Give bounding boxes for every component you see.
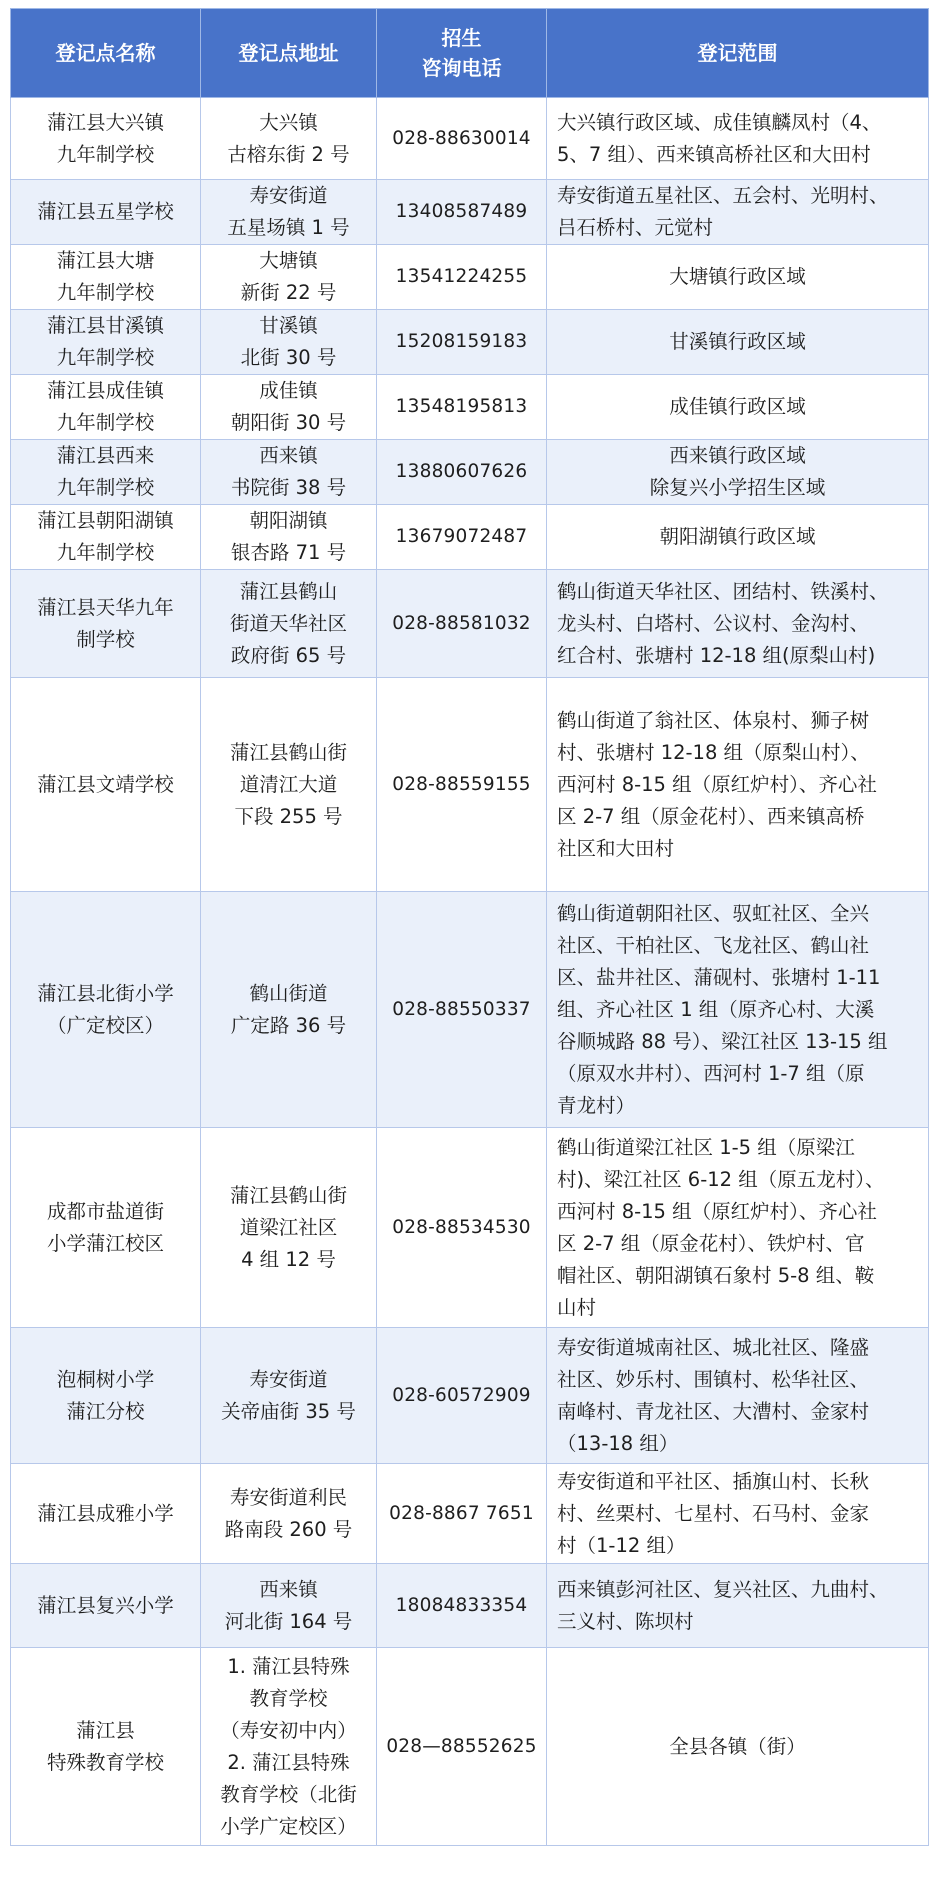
cell-range-line: 鹤山街道了翁社区、体泉村、狮子树 bbox=[557, 708, 870, 732]
cell-address bbox=[201, 98, 377, 180]
cell-phone bbox=[377, 678, 547, 892]
cell-range-line: 全县各镇（街） bbox=[669, 1734, 806, 1758]
cell-address-line: 书院街 38 号 bbox=[230, 476, 347, 499]
table-row bbox=[11, 892, 929, 1128]
cell-address-line: 甘溪镇 bbox=[259, 314, 318, 337]
cell-address-line: 大塘镇 bbox=[259, 249, 318, 272]
cell-range-line: 村、张塘村 12-18 组（原梨山村）、 bbox=[557, 740, 870, 764]
cell-address-line: 五星场镇 1 号 bbox=[227, 216, 350, 239]
cell-range-line: 寿安街道五星社区、五会村、光明村、 bbox=[557, 184, 889, 207]
cell-range bbox=[547, 1128, 929, 1328]
cell-address-line: 成佳镇 bbox=[259, 379, 318, 402]
cell-range-line: 除复兴小学招生区域 bbox=[649, 476, 826, 499]
cell-range-line: 大兴镇行政区域、成佳镇麟凤村（4、 bbox=[557, 110, 882, 134]
cell-range-line: 甘溪镇行政区域 bbox=[669, 330, 806, 353]
cell-name-line: 特殊教育学校 bbox=[46, 1750, 164, 1774]
cell-range bbox=[547, 678, 929, 892]
cell-name-line: 制学校 bbox=[76, 627, 135, 651]
cell-name-line: 蒲江县五星学校 bbox=[37, 200, 174, 223]
cell-range bbox=[547, 180, 929, 245]
cell-range-line: 社区、妙乐村、围镇村、松华社区、 bbox=[557, 1367, 870, 1391]
cell-range bbox=[547, 892, 929, 1128]
cell-phone bbox=[377, 1128, 547, 1328]
cell-name-line: 九年制学校 bbox=[56, 281, 155, 304]
cell-range bbox=[547, 1464, 929, 1564]
cell-range-line: 朝阳湖镇行政区域 bbox=[659, 525, 816, 548]
cell-range-line: 大塘镇行政区域 bbox=[669, 265, 806, 288]
cell-address-line: 小学广定校区） bbox=[220, 1814, 357, 1838]
cell-phone-text: 13408587489 bbox=[395, 201, 528, 222]
table-row bbox=[11, 1464, 929, 1564]
cell-name bbox=[11, 98, 201, 180]
cell-phone bbox=[377, 440, 547, 505]
cell-address-line: 下段 255 号 bbox=[234, 804, 343, 828]
cell-address-line: 广定路 36 号 bbox=[230, 1013, 347, 1037]
cell-name bbox=[11, 245, 201, 310]
cell-range bbox=[547, 505, 929, 570]
cell-phone-text: 028-88630014 bbox=[392, 127, 531, 149]
cell-name bbox=[11, 180, 201, 245]
cell-address bbox=[201, 310, 377, 375]
cell-address bbox=[201, 1564, 377, 1648]
cell-phone-text: 13880607626 bbox=[395, 461, 528, 482]
cell-range bbox=[547, 570, 929, 678]
cell-address-line: 银杏路 71 号 bbox=[230, 541, 347, 564]
cell-name-line: 蒲江县文靖学校 bbox=[37, 772, 174, 796]
table-row bbox=[11, 505, 929, 570]
cell-name bbox=[11, 1464, 201, 1564]
cell-name-line: 蒲江县成雅小学 bbox=[37, 1501, 174, 1525]
table-row bbox=[11, 678, 929, 892]
cell-range-line: 龙头村、白塔村、公议村、金沟村、 bbox=[557, 611, 870, 635]
cell-range-line: 村（1-12 组） bbox=[557, 1533, 686, 1557]
cell-address bbox=[201, 505, 377, 570]
cell-address bbox=[201, 375, 377, 440]
cell-address-line: 关帝庙街 35 号 bbox=[221, 1399, 356, 1423]
cell-address-line: 寿安街道 bbox=[249, 184, 328, 207]
cell-phone-text: 13541224255 bbox=[395, 266, 528, 287]
cell-range-line: 西来镇行政区域 bbox=[669, 444, 806, 467]
cell-name bbox=[11, 678, 201, 892]
cell-address-line: 寿安街道 bbox=[249, 1367, 328, 1391]
cell-address-line: 寿安街道利民 bbox=[229, 1485, 347, 1509]
cell-name-line: 蒲江县甘溪镇 bbox=[46, 314, 164, 337]
cell-range-line: 社区和大田村 bbox=[557, 836, 675, 860]
cell-name-line: 九年制学校 bbox=[56, 411, 155, 434]
cell-phone bbox=[377, 1564, 547, 1648]
cell-address-line: 教育学校 bbox=[249, 1686, 328, 1710]
cell-range bbox=[547, 98, 929, 180]
cell-phone bbox=[377, 505, 547, 570]
cell-range-line: 成佳镇行政区域 bbox=[669, 395, 806, 418]
cell-phone bbox=[377, 1328, 547, 1464]
cell-range-line: 山村 bbox=[557, 1295, 597, 1319]
cell-phone-text: 028-8867 7651 bbox=[389, 1502, 534, 1524]
cell-range-line: 组、齐心社区 1 组（原齐心村、大溪 bbox=[557, 997, 875, 1021]
cell-phone-text: 13679072487 bbox=[395, 526, 528, 547]
cell-range bbox=[547, 375, 929, 440]
cell-name bbox=[11, 440, 201, 505]
cell-phone bbox=[377, 98, 547, 180]
header-name: 登记点名称 bbox=[11, 9, 201, 98]
cell-name-line: （广定校区） bbox=[46, 1013, 164, 1037]
registration-table bbox=[10, 8, 929, 1846]
cell-address-line: 路南段 260 号 bbox=[224, 1517, 353, 1541]
cell-address bbox=[201, 570, 377, 678]
header-phone: 招生 咨询电话 bbox=[377, 9, 547, 98]
cell-address-line: 新街 22 号 bbox=[240, 281, 337, 304]
cell-name bbox=[11, 892, 201, 1128]
cell-range-line: 社区、干柏社区、飞龙社区、鹤山社 bbox=[557, 933, 870, 957]
cell-address-line: 1. 蒲江县特殊 bbox=[227, 1654, 350, 1678]
cell-phone-text: 15208159183 bbox=[395, 331, 528, 352]
cell-range-line: 西河村 8-15 组（原红炉村）、齐心社 bbox=[557, 772, 877, 796]
cell-phone-text: 028-88550337 bbox=[392, 998, 531, 1020]
table-row bbox=[11, 1564, 929, 1648]
cell-name-line: 蒲江县复兴小学 bbox=[37, 1593, 174, 1617]
cell-name-line: 九年制学校 bbox=[56, 541, 155, 564]
cell-phone-text: 028-88559155 bbox=[392, 773, 531, 795]
cell-range-line: 区 2-7 组（原金花村）、西来镇高桥 bbox=[557, 804, 865, 828]
cell-range-line: 区、盐井社区、蒲砚村、张塘村 1-11 bbox=[557, 965, 881, 989]
cell-phone bbox=[377, 375, 547, 440]
cell-address-line: （寿安初中内） bbox=[220, 1718, 357, 1742]
cell-address bbox=[201, 180, 377, 245]
cell-name-line: 九年制学校 bbox=[56, 476, 155, 499]
cell-name-line: 蒲江县大兴镇 bbox=[46, 110, 164, 134]
cell-address-line: 蒲江县鹤山 bbox=[239, 579, 338, 603]
cell-address bbox=[201, 892, 377, 1128]
cell-range bbox=[547, 1648, 929, 1846]
table-row bbox=[11, 180, 929, 245]
table-row bbox=[11, 1128, 929, 1328]
cell-name bbox=[11, 1564, 201, 1648]
cell-address-line: 道梁江社区 bbox=[239, 1215, 338, 1239]
cell-address-line: 街道天华社区 bbox=[229, 611, 347, 635]
cell-name-line: 蒲江县大塘 bbox=[56, 249, 155, 272]
table-row bbox=[11, 570, 929, 678]
cell-name bbox=[11, 310, 201, 375]
cell-range-line: 三义村、陈坝村 bbox=[557, 1609, 694, 1633]
cell-range-line: 西来镇彭河社区、复兴社区、九曲村、 bbox=[557, 1577, 889, 1601]
cell-phone bbox=[377, 570, 547, 678]
cell-range bbox=[547, 245, 929, 310]
cell-address bbox=[201, 440, 377, 505]
cell-name-line: 九年制学校 bbox=[56, 346, 155, 369]
cell-name-line: 泡桐树小学 bbox=[56, 1367, 155, 1391]
cell-name-line: 蒲江县朝阳湖镇 bbox=[37, 509, 174, 532]
cell-range-line: 村、丝栗村、七星村、石马村、金家 bbox=[557, 1501, 870, 1525]
cell-range bbox=[547, 1564, 929, 1648]
cell-address bbox=[201, 1128, 377, 1328]
table-row bbox=[11, 98, 929, 180]
cell-address-line: 西来镇 bbox=[259, 444, 318, 467]
cell-phone bbox=[377, 1464, 547, 1564]
cell-address-line: 教育学校（北街 bbox=[220, 1782, 357, 1806]
cell-name bbox=[11, 570, 201, 678]
cell-address-line: 北街 30 号 bbox=[240, 346, 337, 369]
cell-address bbox=[201, 678, 377, 892]
cell-range-line: 寿安街道城南社区、城北社区、隆盛 bbox=[557, 1335, 870, 1359]
cell-name bbox=[11, 1328, 201, 1464]
cell-name bbox=[11, 1648, 201, 1846]
cell-range-line: 鹤山街道梁江社区 1-5 组（原梁江 bbox=[557, 1135, 855, 1159]
cell-address-line: 鹤山街道 bbox=[249, 981, 328, 1005]
cell-range-line: 吕石桥村、元觉村 bbox=[557, 216, 714, 239]
cell-name-line: 蒲江县 bbox=[76, 1718, 135, 1742]
cell-range-line: 南峰村、青龙社区、大漕村、金家村 bbox=[557, 1399, 870, 1423]
cell-range-line: 寿安街道和平社区、插旗山村、长秋 bbox=[557, 1469, 870, 1493]
cell-name-line: 蒲江县西来 bbox=[56, 444, 155, 467]
table-row bbox=[11, 245, 929, 310]
cell-name bbox=[11, 375, 201, 440]
table-body bbox=[11, 98, 929, 1846]
cell-range-line: 村)、梁江社区 6-12 组（原五龙村）、 bbox=[557, 1167, 885, 1191]
cell-range-line: 谷顺城路 88 号）、梁江社区 13-15 组 bbox=[557, 1029, 888, 1053]
cell-range-line: 红合村、张塘村 12-18 组(原梨山村) bbox=[557, 643, 876, 667]
cell-phone-text: 028—88552625 bbox=[386, 1735, 537, 1757]
cell-phone bbox=[377, 892, 547, 1128]
cell-address bbox=[201, 1328, 377, 1464]
cell-address bbox=[201, 245, 377, 310]
cell-phone-text: 18084833354 bbox=[395, 1594, 528, 1616]
cell-name bbox=[11, 505, 201, 570]
cell-address bbox=[201, 1648, 377, 1846]
table-row bbox=[11, 310, 929, 375]
cell-phone bbox=[377, 245, 547, 310]
cell-name bbox=[11, 1128, 201, 1328]
cell-name-line: 蒲江县成佳镇 bbox=[46, 379, 164, 402]
cell-phone-text: 028-88581032 bbox=[392, 612, 531, 634]
cell-range-line: 5、7 组）、西来镇高桥社区和大田村 bbox=[557, 142, 871, 166]
cell-range-line: 区 2-7 组（原金花村）、铁炉村、官 bbox=[557, 1231, 865, 1255]
cell-address-line: 4 组 12 号 bbox=[241, 1247, 336, 1271]
cell-name-line: 小学蒲江校区 bbox=[46, 1231, 164, 1255]
cell-range-line: 鹤山街道朝阳社区、驭虹社区、全兴 bbox=[557, 901, 870, 925]
cell-address-line: 西来镇 bbox=[259, 1577, 318, 1601]
cell-address-line: 古榕东街 2 号 bbox=[227, 142, 350, 166]
cell-address-line: 大兴镇 bbox=[259, 110, 318, 134]
cell-range-line: 鹤山街道天华社区、团结村、铁溪村、 bbox=[557, 579, 889, 603]
table-row bbox=[11, 1328, 929, 1464]
cell-phone-text: 028-60572909 bbox=[392, 1384, 531, 1406]
header-range: 登记范围 bbox=[547, 9, 929, 98]
table-row bbox=[11, 440, 929, 505]
cell-address bbox=[201, 1464, 377, 1564]
cell-range-line: 帽社区、朝阳湖镇石象村 5-8 组、鞍 bbox=[557, 1263, 875, 1287]
cell-name-line: 蒲江县天华九年 bbox=[37, 595, 174, 619]
header-row bbox=[11, 9, 929, 98]
cell-address-line: 朝阳湖镇 bbox=[249, 509, 328, 532]
cell-range bbox=[547, 440, 929, 505]
cell-address-line: 政府街 65 号 bbox=[230, 643, 347, 667]
cell-range-line: 青龙村） bbox=[557, 1093, 636, 1117]
table-row bbox=[11, 1648, 929, 1846]
cell-range-line: 西河村 8-15 组（原红炉村）、齐心社 bbox=[557, 1199, 877, 1223]
cell-address-line: 蒲江县鹤山街 bbox=[229, 1183, 347, 1207]
cell-name-line: 九年制学校 bbox=[56, 142, 155, 166]
cell-address-line: 2. 蒲江县特殊 bbox=[227, 1750, 350, 1774]
cell-address-line: 河北街 164 号 bbox=[224, 1609, 353, 1633]
cell-range bbox=[547, 310, 929, 375]
table-row bbox=[11, 375, 929, 440]
cell-name-line: 蒲江分校 bbox=[66, 1399, 145, 1423]
header-address: 登记点地址 bbox=[201, 9, 377, 98]
cell-phone bbox=[377, 1648, 547, 1846]
cell-range-line: （原双水井村）、西河村 1-7 组（原 bbox=[557, 1061, 865, 1085]
cell-phone-text: 13548195813 bbox=[395, 396, 528, 417]
cell-phone bbox=[377, 310, 547, 375]
cell-name-line: 成都市盐道街 bbox=[46, 1199, 164, 1223]
cell-address-line: 朝阳街 30 号 bbox=[230, 411, 347, 434]
cell-range bbox=[547, 1328, 929, 1464]
cell-address-line: 蒲江县鹤山街 bbox=[229, 740, 347, 764]
cell-range-line: （13-18 组） bbox=[557, 1431, 679, 1455]
cell-address-line: 道清江大道 bbox=[239, 772, 338, 796]
cell-phone bbox=[377, 180, 547, 245]
cell-phone-text: 028-88534530 bbox=[392, 1216, 531, 1238]
cell-name-line: 蒲江县北街小学 bbox=[37, 981, 174, 1005]
